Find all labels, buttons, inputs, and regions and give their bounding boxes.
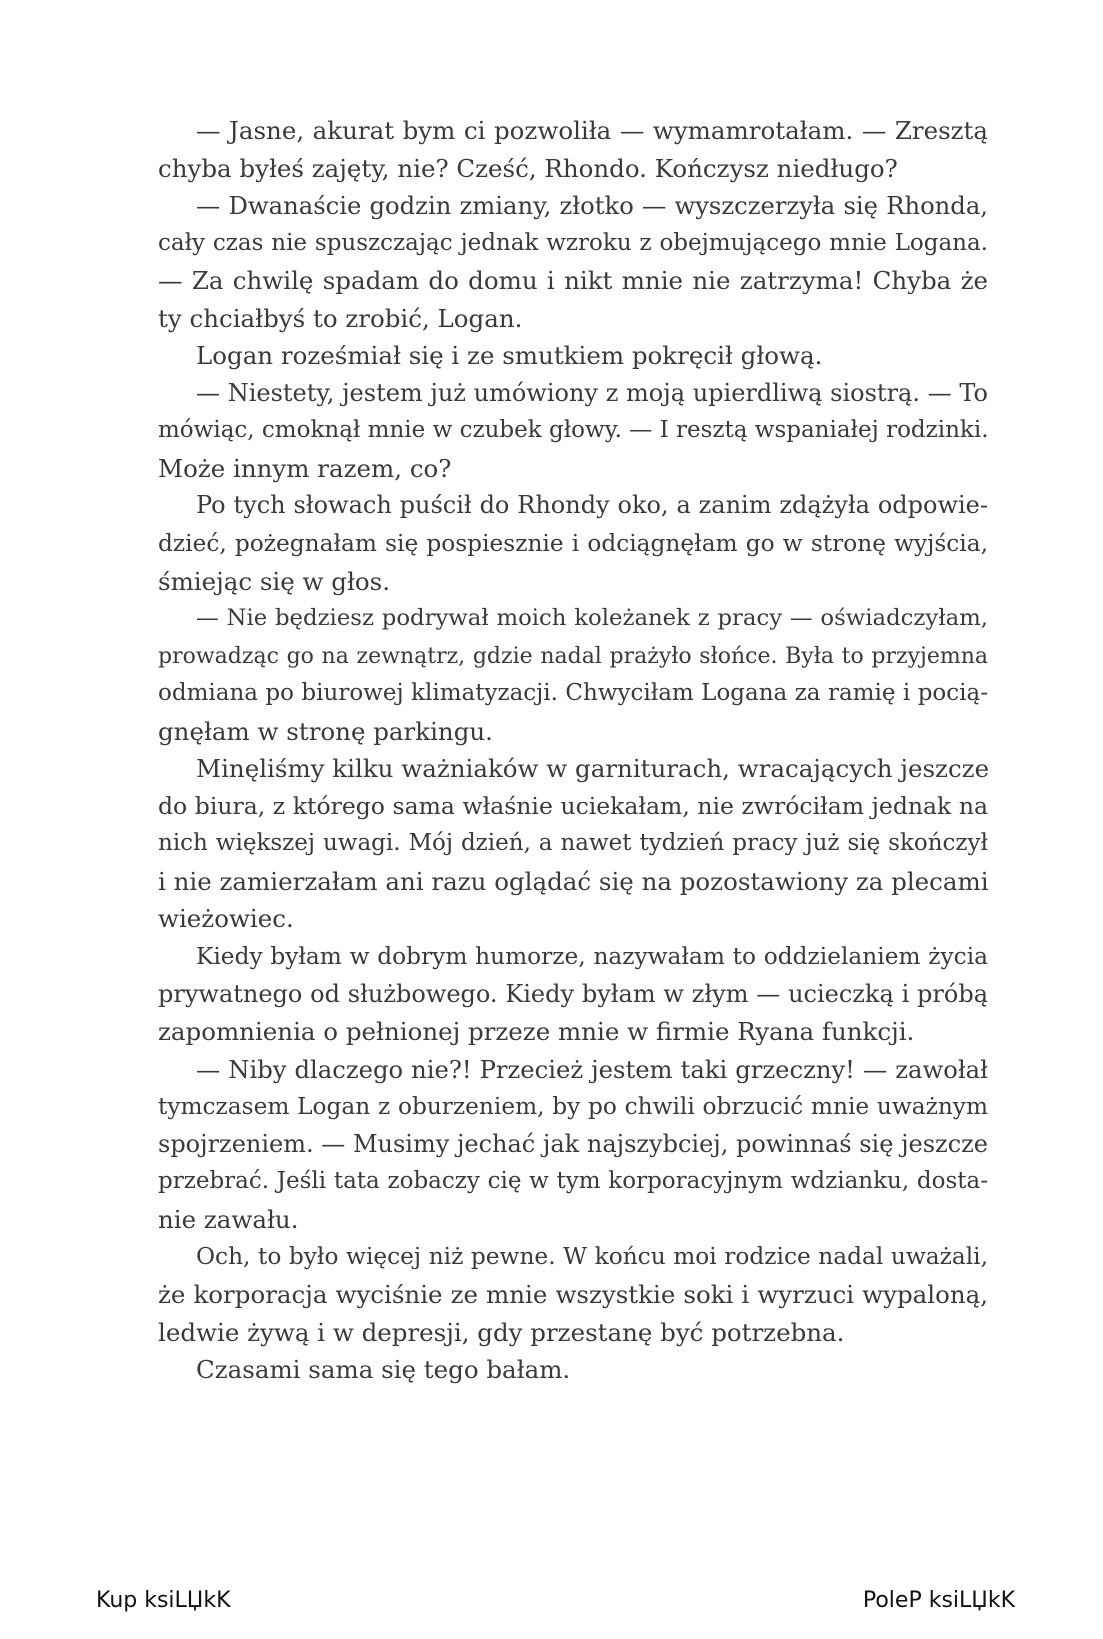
paragraph [158,375,988,488]
text-line: dzieć, pożegnałam się pospiesznie i odciągnęłam go w stronę wyjścia, [158,530,988,558]
text-line: ty chciałbyś to zrobić, Logan. [158,303,523,333]
buy-book-link[interactable]: Kup ksiLЏkK [96,1588,231,1613]
paragraph [158,938,988,1051]
text-line: — Niby dlaczego nie?! Przecież jestem taki grzeczny! — zawołał [196,1054,988,1084]
text-line: przebrać. Jeśli tata zobaczy cię w tym korporacyjnym wdzianku, dosta- [158,1168,988,1195]
text-line: — Jasne, akurat bym ci pozwoliła — wymamrotałam. — Zresztą [196,116,988,145]
page-body-text [158,112,988,1389]
text-line: Czasami sama się tego bałam. [196,1355,571,1385]
text-line: wieżowiec. [158,904,294,934]
text-line: odmiana po biurowej klimatyzacji. Chwyciłam Logana za ramię i pocią- [158,680,988,707]
text-line: — Nie będziesz podrywał moich koleżanek z pracy — oświadczyłam, [196,605,988,632]
text-line: śmiejąc się w głos. [158,566,391,596]
text-line: cały czas nie spuszczając jednak wzroku z obejmującego mnie Logana. [158,229,988,256]
text-line: spojrzeniem. — Musimy jechać jak najszybciej, powinnaś się jeszcze [158,1129,988,1158]
text-line: nie zawału. [158,1204,299,1234]
paragraph [158,600,988,750]
text-line: ledwie żywą i w depresji, gdy przestanę być potrzebna. [158,1317,845,1347]
text-line: Po tych słowach puścił do Rhondy oko, a zanim zdążyła odpowie- [196,491,988,520]
text-line: prywatnego od służbowego. Kiedy byłam w złym — ucieczką i próbą [158,979,988,1008]
text-line: mówiąc, cmoknął mnie w czubek głowy. — I resztą wspaniałej rodzinki. [158,417,989,444]
paragraph [158,1051,988,1239]
text-line: Kiedy byłam w dobrym humorze, nazywałam to oddzielaniem życia [196,943,988,971]
text-line: — Niestety, jestem już umówiony z moją upierdliwą siostrą. — To [196,378,988,407]
paragraph [158,487,988,600]
text-line: nich większej uwagi. Mój dzień, a nawet tydzień pracy już się skończył [158,830,988,857]
text-line: zapomnienia o pełnionej przeze mnie w firmie Ryana funkcji. [158,1017,915,1047]
text-line: — Za chwilę spadam do domu i nikt mnie nie zatrzyma! Chyba że [158,266,988,296]
text-line: gnęłam w stronę parkingu. [158,716,493,746]
text-line: że korporacja wyciśnie ze mnie wszystkie soki i wyrzuci wypaloną, [158,1279,988,1309]
text-line: Minęliśmy kilku ważniaków w garniturach, wracających jeszcze [196,754,990,784]
text-line: do biura, z którego sama właśnie uciekałam, nie zwróciłam jednak na [158,791,988,820]
recommend-book-link[interactable]: PoleP ksiLЏkK [862,1588,1015,1613]
paragraph [158,1351,988,1389]
paragraph [158,750,988,938]
paragraph [158,337,988,375]
text-line: Logan roześmiał się i ze smutkiem pokręcił głową. [196,341,823,371]
text-line: — Dwanaście godzin zmiany, złotko — wyszczerzyła się Rhonda, [196,191,988,221]
text-line: Może innym razem, co? [158,453,452,483]
text-line: prowadząc go na zewnątrz, gdzie nadal prażyło słońce. Była to przyjemna [158,643,988,669]
paragraph [158,1238,988,1351]
text-line: Och, to było więcej niż pewne. W końcu moi rodzice nadal uważali, [196,1243,988,1271]
paragraph [158,187,988,337]
text-line: tymczasem Logan z oburzeniem, by po chwili obrzucić mnie uważnym [158,1093,988,1121]
text-line: chyba byłeś zajęty, nie? Cześć, Rhondo. Kończysz niedługo? [158,153,898,183]
text-line: i nie zamierzałam ani razu oglądać się na pozostawiony za plecami [158,866,989,896]
paragraph [158,112,988,187]
